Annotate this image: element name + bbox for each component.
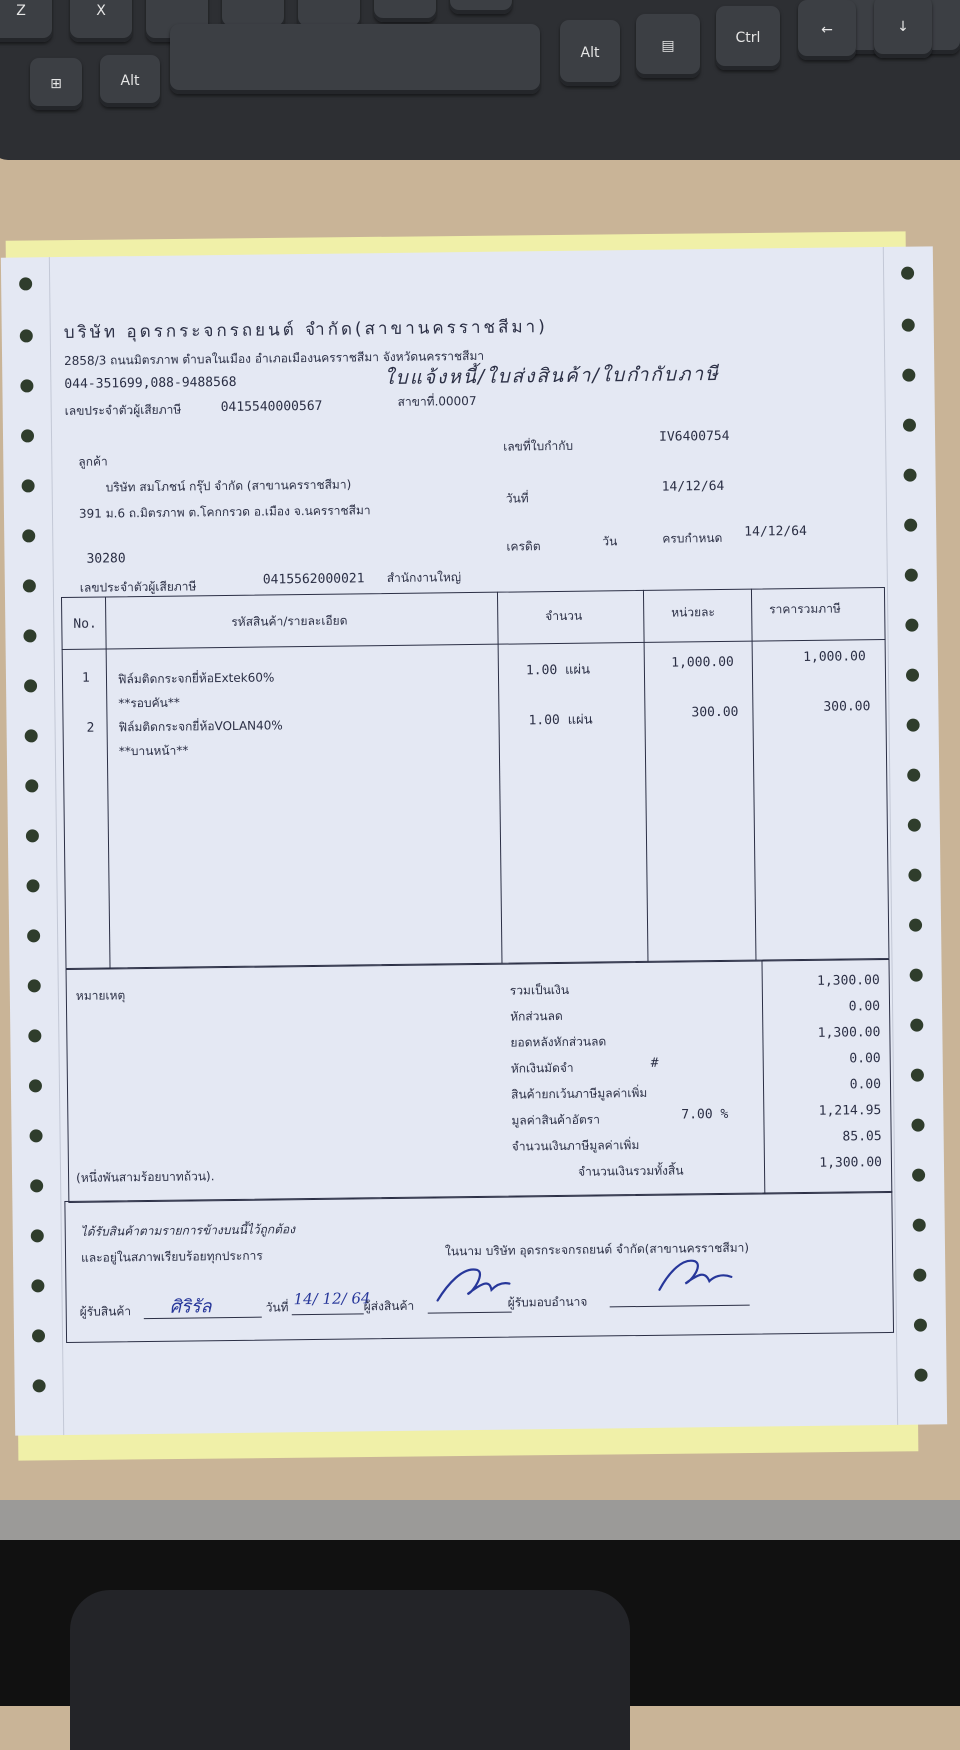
feed-hole: [31, 1279, 44, 1292]
feed-hole: [910, 1019, 923, 1032]
receiver-label: ผู้รับสินค้า: [79, 1304, 132, 1319]
menu-key: [636, 14, 700, 78]
down-arrow-key: [874, 0, 932, 58]
alt-key-right: [560, 20, 620, 86]
feed-hole: [902, 369, 915, 382]
row-unit-price: 1,000.00: [671, 654, 734, 671]
feed-hole: [28, 979, 41, 992]
row-quantity: 1.00 แผ่น: [528, 712, 593, 729]
company-phone: 044-351699,088-9488568: [64, 374, 237, 392]
summary-value: 0.00: [849, 1051, 881, 1067]
bag: [70, 1590, 630, 1750]
feed-hole: [26, 829, 39, 842]
authorized-signature: [653, 1251, 734, 1298]
key-label: Alt: [120, 73, 140, 89]
summary-block: [66, 959, 893, 1203]
invoice-date-label: วันที่: [505, 491, 529, 506]
key-label: Z: [16, 3, 26, 19]
feed-hole: [909, 919, 922, 932]
authorized-label: ผู้รับมอบอำนาจ: [507, 1294, 588, 1310]
feed-hole: [914, 1319, 927, 1332]
receiver-signature: ศิริรัล: [169, 1296, 212, 1318]
summary-extra: 7.00 %: [681, 1106, 729, 1123]
feed-hole: [905, 569, 918, 582]
due-date: 14/12/64: [744, 523, 807, 540]
summary-value: 1,300.00: [817, 973, 880, 989]
received-statement-1: ได้รับสินค้าตามรายการข้างบนนี้ไว้ถูกต้อง: [80, 1222, 296, 1239]
keyboard: [0, 0, 960, 160]
arrow-left-icon: ←: [821, 22, 833, 38]
feed-hole: [902, 319, 915, 332]
feed-hole: [906, 669, 919, 682]
feed-hole: [905, 619, 918, 632]
summary-label: ยอดหลังหักส่วนลด: [510, 1034, 607, 1050]
feed-hole: [24, 679, 37, 692]
document-title: ใบแจ้งหนี้/ใบส่งสินค้า/ใบกำกับภาษี: [384, 362, 720, 390]
feed-hole: [25, 729, 38, 742]
sender-label: ผู้ส่งสินค้า: [363, 1298, 415, 1314]
customer-address: 391 ม.6 ถ.มิตรภาพ ต.โคกกรวด อ.เมือง จ.นครราชสีมา: [78, 503, 371, 521]
summary-value: 1,214.95: [818, 1103, 882, 1119]
feed-hole: [908, 869, 921, 882]
key: [450, 0, 512, 14]
invoice-date: 14/12/64: [661, 478, 725, 495]
receive-date-label: วันที่: [265, 1300, 289, 1315]
feed-hole: [33, 1379, 46, 1392]
windows-key: [30, 58, 82, 110]
company-name: บริษัท อุดรกระจกรถยนต์ จำกัด(สาขานครราชสีมา): [63, 317, 548, 343]
key: [374, 0, 436, 22]
company-tax-id: 0415540000567: [220, 398, 323, 416]
feed-hole: [28, 1029, 41, 1042]
feed-hole: [26, 879, 39, 892]
feed-hole: [913, 1269, 926, 1282]
feed-hole: [30, 1179, 43, 1192]
sender-signature: [433, 1260, 514, 1307]
key-z: [0, 0, 52, 42]
remark-label: หมายเหตุ: [75, 988, 126, 1003]
row-total: 300.00: [823, 699, 871, 715]
feed-hole: [901, 267, 914, 280]
customer-office: สำนักงานใหญ่: [386, 570, 462, 586]
feed-hole: [32, 1329, 45, 1342]
feed-hole: [20, 379, 33, 392]
company-branch: สาขาที่.00007: [397, 393, 477, 409]
summary-label: จำนวนเงินรวมทั้งสิ้น: [577, 1163, 684, 1179]
on-behalf-of: ในนาม บริษัท อุดรกระจกรถยนต์ จำกัด(สาขานครราชสีมา): [444, 1240, 750, 1259]
invoice-paper: [1, 246, 947, 1435]
customer-postcode: 30280: [86, 551, 126, 567]
feed-hole: [20, 329, 33, 342]
feed-hole: [911, 1069, 924, 1082]
header-unit-price: หน่วยละ: [671, 605, 715, 620]
feed-hole: [21, 429, 34, 442]
key-x: [70, 0, 132, 42]
summary-label: หักเงินมัดจำ: [510, 1060, 574, 1076]
row-note: **รอบคัน**: [118, 695, 180, 711]
credit-label: เครดิต: [506, 539, 541, 554]
summary-label: สินค้ายกเว้นภาษีมูลค่าเพิ่ม: [511, 1085, 648, 1102]
summary-extra: #: [650, 1055, 659, 1071]
row-no: 1: [81, 670, 90, 686]
receive-date-handwritten: 14/ 12/ 64: [293, 1289, 371, 1309]
row-description: ฟิล์มติดกระจกยี่ห้อExtek60%: [117, 670, 275, 687]
feed-hole: [29, 1079, 42, 1092]
header-no: No.: [73, 616, 97, 632]
customer-tax-id: 0415562000021: [262, 571, 365, 588]
feed-hole: [22, 479, 35, 492]
feed-hole: [903, 419, 916, 432]
ctrl-key: [716, 6, 780, 70]
row-note: **บานหน้า**: [118, 743, 189, 759]
feed-hole: [19, 277, 32, 290]
row-no: 2: [86, 720, 95, 736]
summary-label: จำนวนเงินภาษีมูลค่าเพิ่ม: [511, 1138, 640, 1154]
arrow-down-icon: ↓: [897, 19, 909, 35]
summary-label: รวมเป็นเงิน: [509, 982, 570, 998]
invoice-no-label: เลขที่ใบกำกับ: [503, 438, 574, 454]
company-tax-id-label: เลขประจำตัวผู้เสียภาษี: [64, 402, 182, 418]
summary-value: 85.05: [842, 1129, 882, 1145]
feed-hole: [29, 1129, 42, 1142]
received-statement-2: และอยู่ในสภาพเรียบร้อยทุกประการ: [80, 1248, 263, 1265]
amount-in-words: (หนึ่งพันสามร้อยบาทถ้วน).: [76, 1169, 215, 1185]
desk-edge: [0, 1500, 960, 1540]
customer-label: ลูกค้า: [78, 454, 108, 469]
feed-hole: [31, 1229, 44, 1242]
header-qty: จำนวน: [545, 608, 583, 624]
feed-hole: [907, 769, 920, 782]
credit-days-label: วัน: [602, 534, 618, 549]
row-quantity: 1.00 แผ่น: [525, 662, 591, 679]
due-label: ครบกำหนด: [662, 530, 723, 546]
company-address: 2858/3 ถนนมิตรภาพ ตำบลในเมือง อำเภอเมืองนครราชสีมา จังหวัดนครราชสีมา: [64, 348, 485, 368]
row-total: 1,000.00: [803, 649, 866, 665]
spacebar: [170, 24, 540, 94]
summary-label: หักส่วนลด: [510, 1008, 563, 1024]
customer-tax-id-label: เลขประจำตัวผู้เสียภาษี: [79, 579, 197, 595]
left-arrow-key: [798, 0, 856, 60]
feed-hole: [907, 719, 920, 732]
feed-hole: [23, 579, 36, 592]
key-label: Alt: [580, 45, 600, 61]
windows-icon: ⊞: [50, 76, 62, 92]
feed-hole: [908, 819, 921, 832]
feed-hole: [22, 529, 35, 542]
feed-hole: [903, 469, 916, 482]
feed-hole: [904, 519, 917, 532]
feed-hole: [912, 1169, 925, 1182]
menu-icon: ▤: [661, 38, 675, 54]
alt-key-left: [100, 55, 160, 107]
feed-hole: [25, 779, 38, 792]
key-label: X: [96, 3, 106, 19]
feed-hole: [910, 969, 923, 982]
feed-hole: [914, 1368, 927, 1381]
key-label: Ctrl: [735, 30, 761, 46]
summary-value: 0.00: [848, 999, 881, 1015]
header-total: ราคารวมภาษี: [769, 601, 841, 617]
summary-value: 1,300.00: [819, 1155, 883, 1171]
feed-hole: [27, 929, 40, 942]
feed-hole: [913, 1219, 926, 1232]
feed-hole: [23, 629, 36, 642]
customer-name: บริษัท สมโภชน์ กรุ๊ป จำกัด (สาขานครราชสีมา): [105, 477, 352, 495]
summary-value: 0.00: [849, 1077, 882, 1093]
perforation-left: [49, 257, 64, 1435]
invoice-no: IV6400754: [658, 428, 730, 445]
header-desc: รหัสสินค้า/รายละเอียด: [231, 613, 348, 629]
row-unit-price: 300.00: [691, 704, 739, 721]
row-description: ฟิล์มติดกระจกยี่ห้อVOLAN40%: [118, 718, 283, 735]
summary-label: มูลค่าสินค้าอัตรา: [511, 1112, 601, 1128]
feed-hole: [911, 1119, 924, 1132]
summary-value: 1,300.00: [817, 1025, 881, 1041]
